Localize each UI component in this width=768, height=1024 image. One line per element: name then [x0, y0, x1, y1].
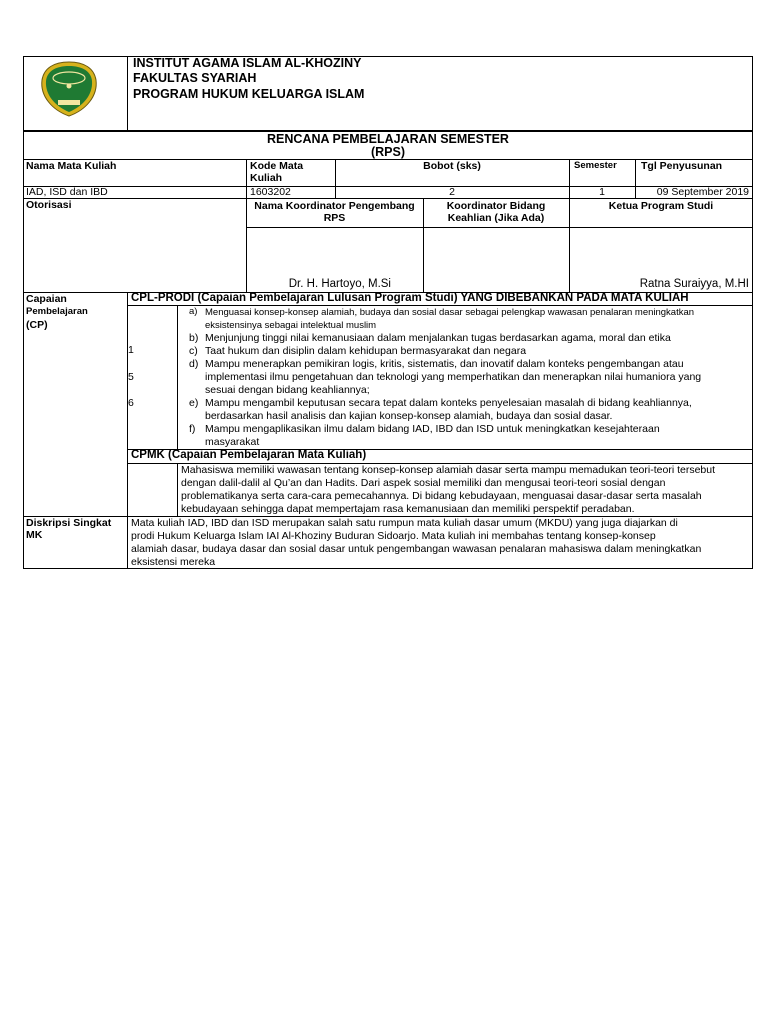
cpl-marker-1: 1	[128, 344, 134, 356]
deskripsi-line: alamiah dasar, budaya dasar dan sosial dasar untuk pengembangan wawasan penalaran mahasiswa dalam meningkatkan	[131, 543, 702, 555]
capaian-label-3: (CP)	[26, 319, 48, 331]
cpl-item-line: Menguasai konsep-konsep alamiah, budaya dan sosial dasar sebagai pelengkap wawasan penalaran meningkatkan	[205, 307, 695, 318]
cpmk-line: Mahasiswa memiliki wawasan tentang konsep-konsep alamiah dasar serta mampu memadukan teori-teori tersebut	[181, 464, 716, 476]
title-line-1: RENCANA PEMBELAJARAN SEMESTER	[267, 132, 509, 146]
institution-name: INSTITUT AGAMA ISLAM AL-KHOZINY	[133, 56, 362, 70]
value-kode: 1603202	[250, 186, 291, 198]
value-semester: 1	[599, 186, 605, 198]
cpl-marker-6: 6	[128, 397, 134, 409]
capaian-label-1: Capaian	[26, 293, 67, 305]
cpl-item-label: f)	[189, 423, 196, 435]
cpmk-line: dengan dalil-dalil al Qu’an dan Hadits. Dari aspek sosial memiliki dan mengusai teori-teori sosial dengan	[181, 477, 666, 489]
cpl-item-label: e)	[189, 397, 199, 409]
cpl-item-line: Taat hukum dan disiplin dalam kehidupan bermasyarakat dan negara	[205, 345, 527, 357]
cpl-item-line: sesuai dengan bidang keahliannya;	[205, 384, 370, 396]
cpl-item-line: implementasi ilmu pengetahuan dan teknologi yang memperhatikan dan menerapkan nilai humaniora yang	[205, 371, 702, 383]
deskripsi-label-1: Diskripsi Singkat	[26, 517, 112, 529]
cpmk-text	[181, 464, 749, 516]
capaian-label-2: Pembelajaran	[26, 306, 88, 317]
col-header-nama: Nama Mata Kuliah	[26, 160, 117, 172]
cpl-item-line: berdasarkan hasil analisis dan kajian konsep-konsep alamiah, budaya dan sosial dasar.	[205, 410, 613, 422]
cpl-item-f	[189, 423, 749, 449]
institution-crest-logo-icon	[38, 60, 100, 118]
cpmk-line: kebudayaan sehingga dapat mempertajam rasa kemanusiaan dan memiliki perspektif peradaban.	[181, 503, 635, 515]
cpl-item-a	[189, 306, 744, 332]
cpl-item-b	[189, 332, 749, 345]
cpl-item-label: d)	[189, 358, 199, 370]
cpl-item-label: c)	[189, 345, 198, 357]
col-header-kode-2: Kuliah	[250, 172, 283, 184]
cpl-item-e	[189, 397, 749, 423]
col-header-tgl: Tgl Penyusunan	[641, 160, 723, 172]
cpl-item-line: eksistensinya sebagai intelektual muslim	[205, 320, 377, 331]
col-header-bobot: Bobot (sks)	[423, 160, 481, 172]
koordinator-rps-name: Dr. H. Hartoyo, M.Si	[288, 278, 391, 290]
document-title	[23, 131, 753, 159]
value-nama: IAD, ISD dan IBD	[26, 186, 108, 198]
ketua-name: Ratna Suraiyya, M.HI	[639, 278, 749, 290]
koordinator-rps-line-1: Nama Koordinator Pengembang	[254, 200, 415, 212]
koordinator-bidang-header	[423, 200, 569, 224]
cpl-item-line: Menjunjung tinggi nilai kemanusiaan dalam menjalankan tugas berdasarkan agama, moral dan etika	[205, 332, 671, 344]
faculty-name: FAKULTAS SYARIAH	[133, 71, 257, 85]
value-tgl: 09 September 2019	[656, 186, 749, 198]
deskripsi-line: eksistensi mereka	[131, 556, 216, 568]
deskripsi-text	[131, 517, 749, 569]
deskripsi-label-2: MK	[26, 529, 43, 541]
cpl-item-label: b)	[189, 332, 199, 344]
deskripsi-line: Mata kuliah IAD, IBD dan ISD merupakan salah satu rumpun mata kuliah dasar umum (MKDU) yang juga diajarkan di	[131, 517, 678, 529]
cpl-item-line: Mampu mengambil keputusan secara tepat dalam konteks penyelesaian masalah di bidang keahliannya,	[205, 397, 692, 409]
header-divider	[127, 56, 128, 131]
col-header-kode-1: Kode Mata	[250, 160, 304, 172]
koordinator-rps-line-2: RPS	[323, 212, 346, 224]
koordinator-rps-header	[246, 200, 423, 224]
koordinator-bidang-line-1: Koordinator Bidang	[446, 200, 546, 212]
cpl-item-line: Mampu menerapkan pemikiran logis, kritis, sistematis, dan inovatif dalam konteks pengembangan atau	[205, 358, 684, 370]
program-name: PROGRAM HUKUM KELUARGA ISLAM	[133, 87, 365, 101]
cpl-item-line: masyarakat	[205, 436, 260, 448]
cpl-item-label: a)	[189, 306, 198, 317]
ketua-header: Ketua Program Studi	[608, 200, 714, 212]
cpmk-line: problematikanya serta cara-cara pemecahannya. Di bidang kebudayaan, menguasai dasar-dasar serta masalah	[181, 490, 702, 502]
cpmk-heading: CPMK (Capaian Pembelajaran Mata Kuliah)	[131, 449, 367, 461]
cpl-item-line: Mampu mengaplikasikan ilmu dalam bidang IAD, IBD dan ISD untuk meningkatkan kesejahteraan	[205, 423, 660, 435]
title-line-2: (RPS)	[370, 145, 406, 159]
cpl-item-d	[189, 358, 749, 397]
col-header-semester: Semester	[574, 160, 617, 171]
cpl-marker-5: 5	[128, 371, 134, 383]
cpl-item-c	[189, 345, 749, 358]
koordinator-bidang-line-2: Keahlian (Jika Ada)	[447, 212, 545, 224]
otorisasi-label: Otorisasi	[26, 199, 72, 211]
value-bobot: 2	[449, 186, 455, 198]
deskripsi-line: prodi Hukum Keluarga Islam IAI Al-Khoziny Buduran Sidoarjo. Mata kuliah ini membahas tentang konsep-konsep	[131, 530, 656, 542]
cpl-heading: CPL-PRODI (Capaian Pembelajaran Lulusan Program Studi) YANG DIBEBANKAN PADA MATA KULIAH	[131, 292, 689, 304]
